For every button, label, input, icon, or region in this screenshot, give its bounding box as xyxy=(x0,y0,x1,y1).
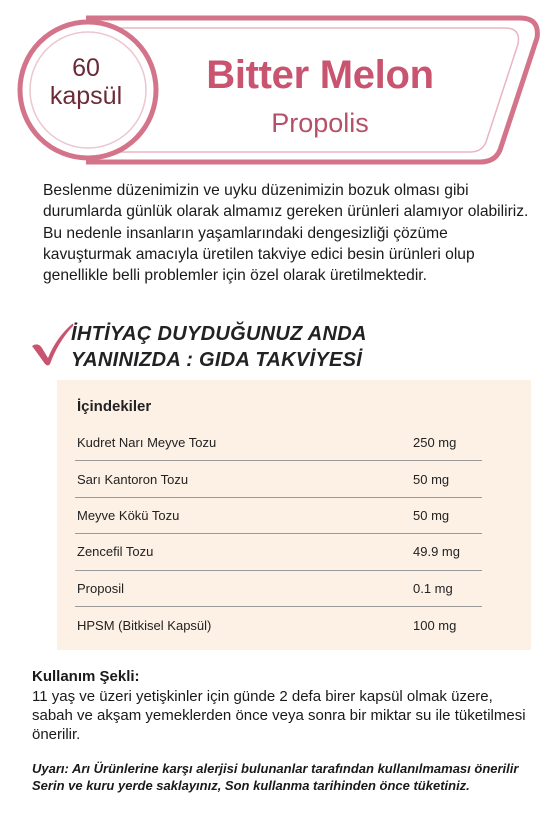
slogan xyxy=(71,321,511,373)
ingredient-name: Kudret Narı Meyve Tozu xyxy=(77,435,217,451)
ingredients-table xyxy=(75,425,482,643)
product-subtitle: Propolis xyxy=(271,108,369,138)
ingredient-amount: 50 mg xyxy=(413,507,450,523)
ingredient-amount: 50 mg xyxy=(413,471,450,487)
table-row xyxy=(75,607,482,643)
capsule-count-number: 60 xyxy=(72,54,100,82)
capsule-count xyxy=(36,54,136,110)
product-title: Bitter Melon xyxy=(206,53,434,97)
intro-paragraph: Beslenme düzenimizin ve uyku düzenimizin bozuk olması gibi durumlarda günlük olarak almamız gereken ürünleri alamıyor olabiliriz. Bu nedenle insanların yaşamlarındaki dengesizliği çözüme kavuşturmak amacıyla üretilen takviye edici besin ürünleri olup genellikle belli problemler için özel olarak üretilmektedir. xyxy=(43,182,529,285)
table-row xyxy=(75,425,482,461)
table-row xyxy=(75,461,482,497)
ingredients-title: İçindekiler xyxy=(77,398,152,415)
table-row xyxy=(75,498,482,534)
ingredients-panel xyxy=(57,380,531,650)
ingredient-name: Meyve Kökü Tozu xyxy=(77,507,180,523)
ingredient-name: Zencefil Tozu xyxy=(77,544,154,560)
usage-text: 11 yaş ve üzeri yetişkinler için günde 2 defa birer kapsül olmak üzere, sabah ve akşam yemeklerden önce veya sonra bir miktar su ile tüketilmesi önerilir. xyxy=(32,688,526,743)
ingredient-name: Proposil xyxy=(77,580,124,596)
usage-title: Kullanım Şekli: xyxy=(32,668,140,685)
ingredient-name: Sarı Kantoron Tozu xyxy=(77,471,189,487)
slogan-line-1: İHTİYAÇ DUYDUĞUNUZ ANDA xyxy=(71,323,367,345)
ingredient-amount: 49.9 mg xyxy=(413,544,460,560)
ingredient-amount: 250 mg xyxy=(413,435,457,451)
ingredient-amount: 100 mg xyxy=(413,617,457,633)
ingredient-amount: 0.1 mg xyxy=(413,580,453,596)
capsule-count-unit: kapsül xyxy=(49,82,123,110)
warning-text: Uyarı: Arı Ürünlerine karşı alerjisi bulunanlar tarafından kullanılmaması önerilir Serin ve kuru yerde saklayınız, Son kullanma tarihinden önce tüketiniz. xyxy=(32,761,519,793)
table-row xyxy=(75,571,482,607)
ingredient-name: HPSM (Bitkisel Kapsül) xyxy=(77,617,212,633)
slogan-line-2: YANINIZDA : GIDA TAKVİYESİ xyxy=(71,349,363,371)
table-row xyxy=(75,534,482,570)
